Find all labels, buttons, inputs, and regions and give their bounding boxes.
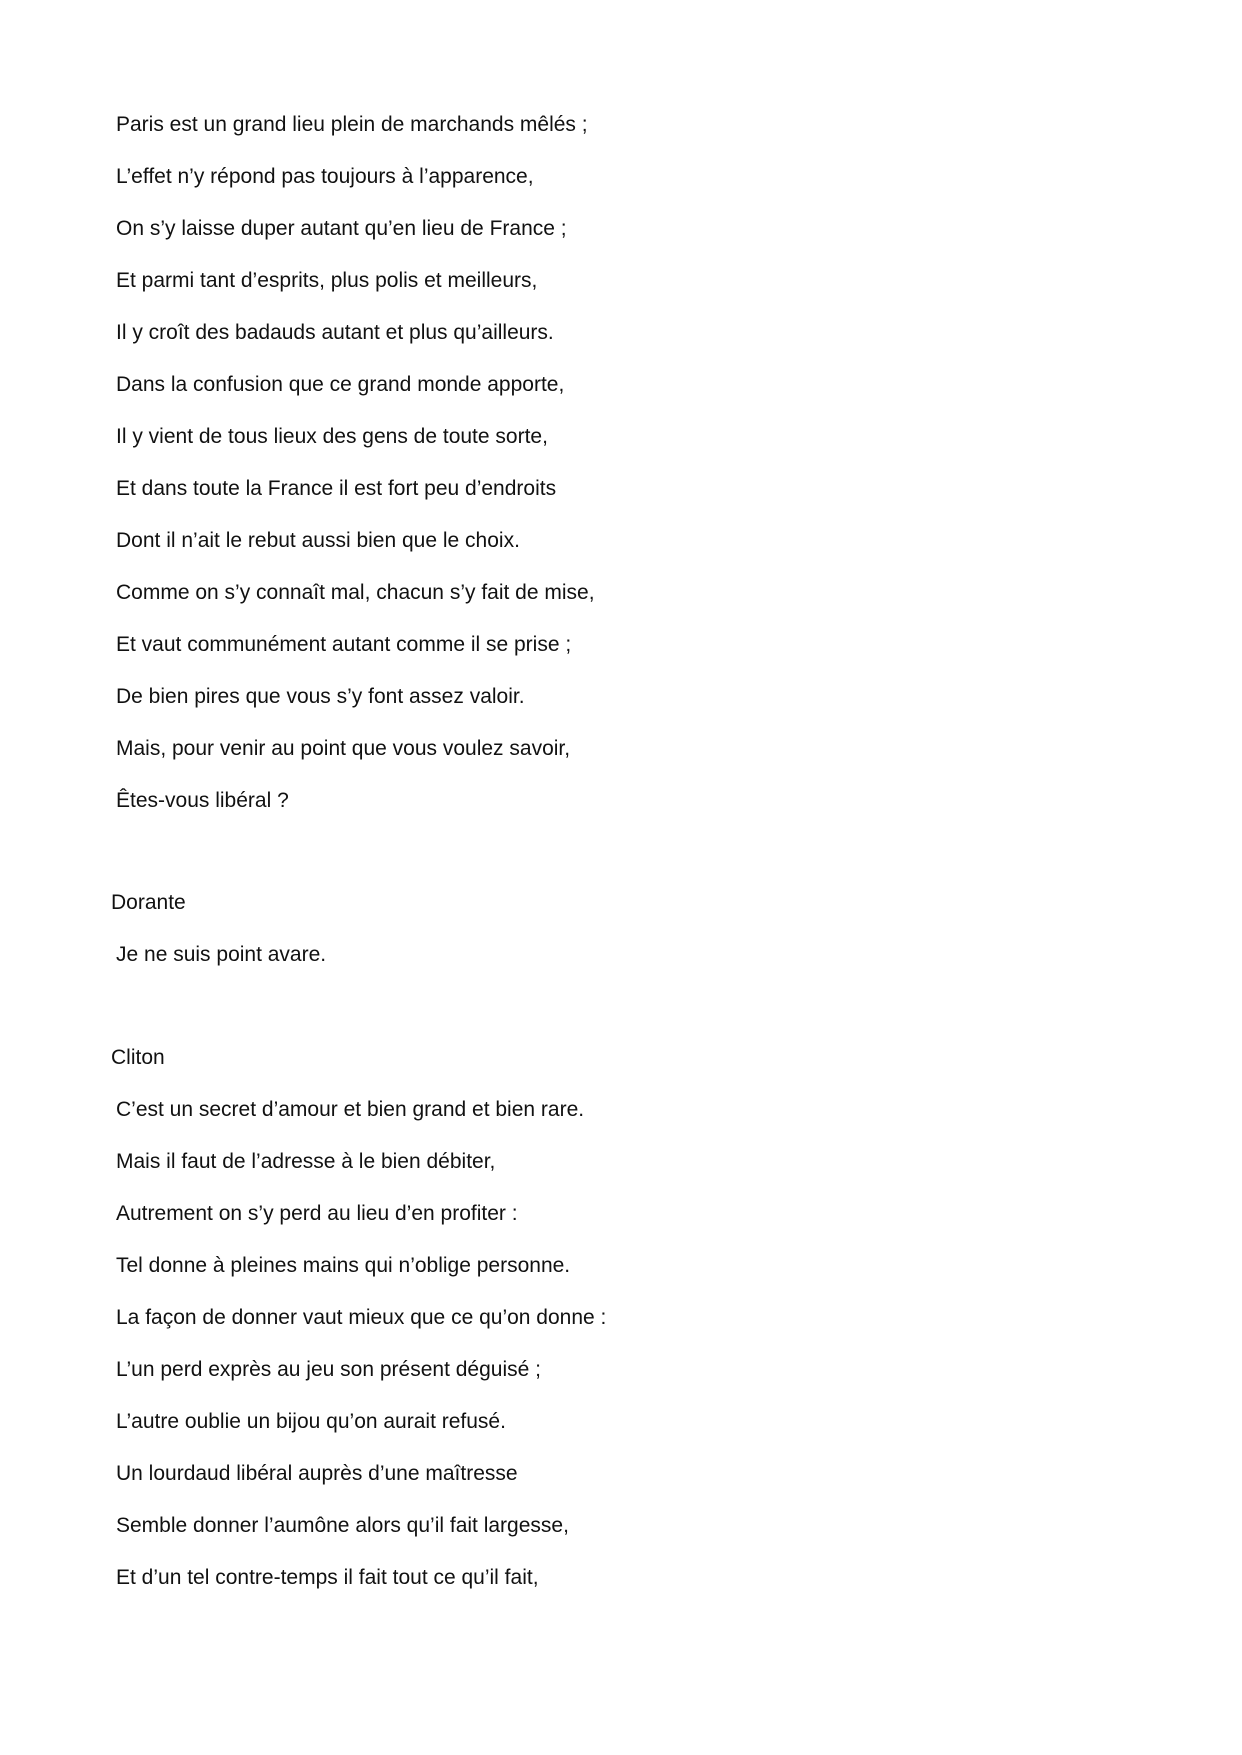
verse-line: Et parmi tant d’esprits, plus polis et meilleurs, (116, 269, 538, 292)
verse-line: La façon de donner vaut mieux que ce qu’on donne : (116, 1306, 607, 1329)
verse-line: L’un perd exprès au jeu son présent déguisé ; (116, 1358, 541, 1381)
verse-line: Comme on s’y connaît mal, chacun s’y fait de mise, (116, 581, 595, 604)
verse-line: Il y croît des badauds autant et plus qu’ailleurs. (116, 321, 554, 344)
verse-line: L’effet n’y répond pas toujours à l’apparence, (116, 165, 534, 188)
verse-line: De bien pires que vous s’y font assez valoir. (116, 685, 525, 708)
verse-line: Êtes-vous libéral ? (116, 789, 289, 812)
verse-line: Il y vient de tous lieux des gens de toute sorte, (116, 425, 548, 448)
speaker-name: Cliton (111, 1046, 165, 1069)
verse-line: On s’y laisse duper autant qu’en lieu de France ; (116, 217, 567, 240)
verse-line: Et d’un tel contre-temps il fait tout ce qu’il fait, (116, 1566, 539, 1589)
verse-line: Et vaut communément autant comme il se prise ; (116, 633, 572, 656)
verse-line: Dans la confusion que ce grand monde apporte, (116, 373, 565, 396)
verse-line: L’autre oublie un bijou qu’on aurait refusé. (116, 1410, 506, 1433)
verse-line: Je ne suis point avare. (116, 943, 327, 966)
verse-line: Dont il n’ait le rebut aussi bien que le choix. (116, 529, 520, 552)
verse-line: Et dans toute la France il est fort peu d’endroits (116, 477, 557, 500)
verse-line: Tel donne à pleines mains qui n’oblige personne. (116, 1254, 571, 1277)
verse-line: Mais, pour venir au point que vous voulez savoir, (116, 737, 571, 760)
verse-line: C’est un secret d’amour et bien grand et bien rare. (116, 1098, 585, 1121)
verse-line: Mais il faut de l’adresse à le bien débiter, (116, 1150, 496, 1173)
speaker-name: Dorante (111, 891, 186, 914)
verse-line: Semble donner l’aumône alors qu’il fait largesse, (116, 1514, 569, 1537)
verse-line: Autrement on s’y perd au lieu d’en profiter : (116, 1202, 518, 1225)
verse-line: Paris est un grand lieu plein de marchands mêlés ; (116, 113, 588, 136)
verse-line: Un lourdaud libéral auprès d’une maîtresse (116, 1462, 518, 1485)
